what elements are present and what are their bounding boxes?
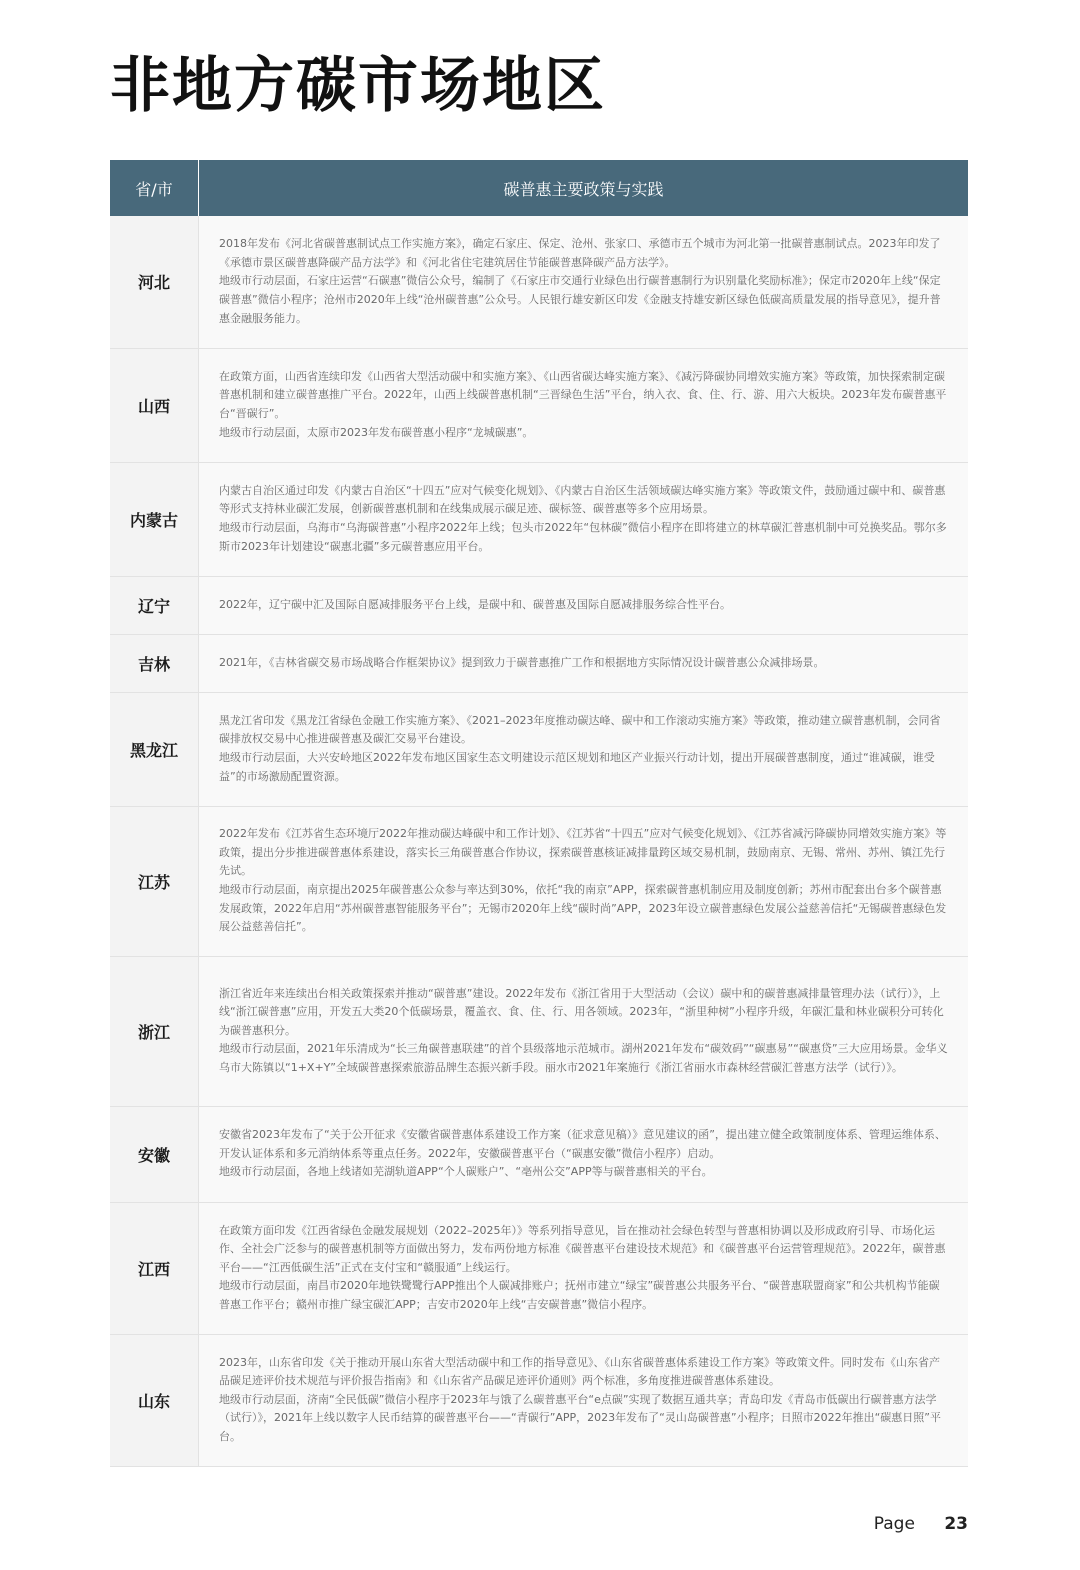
province-cell: 安徽 — [110, 1106, 199, 1202]
policy-cell — [199, 692, 969, 806]
policy-paragraph: 地级市行动层面，石家庄运营“石碳惠”微信公众号，编制了《石家庄市交通行业绿色出行碳普惠制行为识别量化奖励标准》；保定市2020年上线“保定碳普惠”微信小程序；沧州市2020年上线“沧州碳普惠”公众号。人民银行雄安新区印发《金融支持雄安新区绿色低碳高质量发展的指导意见》，提升普惠金融服务能力。 — [219, 274, 941, 325]
table-row — [110, 956, 968, 1106]
page-number: 23 — [944, 1514, 968, 1534]
policy-paragraph: 地级市行动层面，南昌市2020年地铁鹭鹭行APP推出个人碳减排账户；抚州市建立“绿宝”碳普惠公共服务平台、“碳普惠联盟商家”和公共机构节能碳普惠工作平台；赣州市推广绿宝碳汇APP；吉安市2020年上线“吉安碳普惠”微信小程序。 — [219, 1279, 940, 1311]
province-cell: 江苏 — [110, 806, 199, 956]
policy-paragraph: 地级市行动层面，济南“全民低碳”微信小程序于2023年与饿了么碳普惠平台“e点碳”实现了数据互通共享；青岛印发《青岛市低碳出行碳普惠方法学（试行）》，2021年上线以数字人民币结算的碳普惠平台——“青碳行”APP，2023年发布了“灵山岛碳普惠”小程序；日照市2022年推出“碳惠日照”平台。 — [219, 1392, 941, 1443]
table-row — [110, 462, 968, 576]
page-footer — [874, 1514, 968, 1534]
page-label: Page — [873, 1514, 915, 1534]
page-title: 非地方碳市场地区 — [110, 51, 606, 121]
policy-paragraph: 浙江省近年来连续出台相关政策探索并推动“碳普惠”建设。2022年发布《浙江省用于大型活动（会议）碳中和的碳普惠减排量管理办法（试行）》，上线“浙江碳普惠”应用，开发五大类20个低碳场景，覆盖衣、食、住、行、用各领域。2023年，“浙里种树”小程序升级，年碳汇量和林业碳积分可转化为碳普惠积分。 — [219, 986, 944, 1037]
policy-table — [110, 160, 968, 1467]
policy-cell — [199, 576, 969, 634]
province-cell: 浙江 — [110, 956, 199, 1106]
policy-cell — [199, 1106, 969, 1202]
policy-paragraph: 2022年发布《江苏省生态环境厅2022年推动碳达峰碳中和工作计划》、《江苏省“十四五”应对气候变化规划》、《江苏省减污降碳协同增效实施方案》等政策，提出分步推进碳普惠体系建设，落实长三角碳普惠合作协议，探索碳普惠核证减排量跨区域交易机制，鼓励南京、无锡、常州、苏州、镇江先行先试。 — [219, 827, 947, 878]
policy-cell — [199, 1202, 969, 1334]
policy-paragraph: 2022年，辽宁碳中汇及国际自愿减排服务平台上线，是碳中和、碳普惠及国际自愿减排服务综合性平台。 — [219, 597, 731, 611]
table-row — [110, 216, 968, 348]
policy-paragraph: 黑龙江省印发《黑龙江省绿色金融工作实施方案》、《2021–2023年度推动碳达峰、碳中和工作滚动实施方案》等政策，推动建立碳普惠机制，会同省碳排放权交易中心推进碳普惠及碳汇交易平台建设。 — [219, 713, 941, 746]
province-cell: 辽宁 — [110, 576, 199, 634]
policy-cell — [199, 956, 969, 1106]
policy-cell — [199, 806, 969, 956]
policy-paragraph: 地级市行动层面，各地上线诸如芜湖轨道APP“个人碳账户”、“亳州公交”APP等与碳普惠相关的平台。 — [219, 1165, 713, 1179]
policy-cell — [199, 348, 969, 462]
policy-cell — [199, 1334, 969, 1466]
table-row — [110, 576, 968, 634]
policy-paragraph: 2021年，《吉林省碳交易市场战略合作框架协议》提到致力于碳普惠推广工作和根据地方实际情况设计碳普惠公众减排场景。 — [219, 655, 825, 669]
header-row — [110, 160, 968, 216]
policy-paragraph: 2023年，山东省印发《关于推动开展山东省大型活动碳中和工作的指导意见》、《山东省碳普惠体系建设工作方案》等政策文件。同时发布《山东省产品碳足迹评价技术规范与评价报告指南》和《山东省产品碳足迹评价通则》两个标准，多角度推进碳普惠体系建设。 — [219, 1355, 940, 1388]
province-cell: 吉林 — [110, 634, 199, 692]
policy-paragraph: 2018年发布《河北省碳普惠制试点工作实施方案》，确定石家庄、保定、沧州、张家口、承德市五个城市为河北第一批碳普惠制试点。2023年印发了《承德市景区碳普惠降碳产品方法学》和《河北省住宅建筑居住节能碳普惠降碳产品方法学》。 — [219, 237, 941, 269]
policy-cell — [199, 216, 969, 348]
policy-paragraph: 安徽省2023年发布了“关于公开征求《安徽省碳普惠体系建设工作方案（征求意见稿）》意见建议的函”，提出建立健全政策制度体系、管理运维体系、开发认证体系和多元消纳体系等重点任务。2022年，安徽碳普惠平台（“碳惠安徽”微信小程序）启动。 — [219, 1128, 946, 1160]
province-cell: 内蒙古 — [110, 462, 199, 576]
policy-paragraph: 地级市行动层面，太原市2023年发布碳普惠小程序“龙城碳惠”。 — [219, 425, 534, 439]
policy-paragraph: 地级市行动层面，南京提出2025年碳普惠公众参与率达到30%，依托“我的南京”APP，探索碳普惠机制应用及制度创新；苏州市配套出台多个碳普惠发展政策，2022年启用“苏州碳普惠智能服务平台”；无锡市2020年上线“碳时尚”APP，2023年设立碳普惠绿色发展公益慈善信托“无锡碳普惠绿色发展公益慈善信托”。 — [219, 883, 947, 934]
table-row — [110, 806, 968, 956]
table-row — [110, 348, 968, 462]
table-row — [110, 1202, 968, 1334]
policy-paragraph: 地级市行动层面，2021年乐清成为“长三角碳普惠联建”的首个县级落地示范城市。湖州2021年发布“碳效码”“碳惠易”“碳惠贷”三大应用场景。金华义乌市大陈镇以“1+X+Y”全域碳普惠探索旅游品牌生态振兴新手段。丽水市2021年案施行《浙江省丽水市森林经营碳汇普惠方法学（试行）》。 — [219, 1042, 948, 1074]
policy-paragraph: 地级市行动层面，乌海市“乌海碳普惠”小程序2022年上线；包头市2022年“包林碳”微信小程序在即将建立的林草碳汇普惠机制中可兑换奖品。鄂尔多斯市2023年计划建设“碳惠北疆”多元碳普惠应用平台。 — [219, 521, 947, 553]
table-row — [110, 1334, 968, 1466]
province-cell: 河北 — [110, 216, 199, 348]
table-row — [110, 1106, 968, 1202]
table-body — [110, 216, 968, 1466]
policy-paragraph: 地级市行动层面，大兴安岭地区2022年发布地区国家生态文明建设示范区规划和地区产业振兴行动计划，提出开展碳普惠制度，通过“谁减碳，谁受益”的市场激励配置资源。 — [219, 751, 935, 783]
policy-paragraph: 在政策方面印发《江西省绿色金融发展规划（2022–2025年）》等系列指导意见，旨在推动社会绿色转型与普惠相协调以及形成政府引导、市场化运作、全社会广泛参与的碳普惠机制等方面做出努力，发布两份地方标准《碳普惠平台建设技术规范》和《碳普惠平台运营管理规范》。2022年，碳普惠平台——“江西低碳生活”正式在支付宝和“赣服通”上线运行。 — [219, 1223, 946, 1274]
policy-cell — [199, 634, 969, 692]
header-province: 省/市 — [110, 160, 199, 216]
policy-table-container — [110, 160, 968, 1467]
policy-paragraph: 内蒙古自治区通过印发《内蒙古自治区“十四五”应对气候变化规划》、《内蒙古自治区生活领域碳达峰实施方案》等政策文件，鼓励通过碳中和、碳普惠等形式支持林业碳汇发展，创新碳普惠机制和在线集成展示碳足迹、碳标签、碳普惠等多个应用场景。 — [219, 483, 946, 516]
policy-paragraph: 在政策方面，山西省连续印发《山西省大型活动碳中和实施方案》、《山西省碳达峰实施方案》、《减污降碳协同增效实施方案》等政策，加快探索制定碳普惠机制和建立碳普惠推广平台。2022年，山西上线碳普惠机制“三晋绿色生活”平台，纳入衣、食、住、行、游、用六大板块。2023年发布碳普惠平台“晋碳行”。 — [219, 369, 947, 420]
province-cell: 江西 — [110, 1202, 199, 1334]
province-cell: 山西 — [110, 348, 199, 462]
table-header — [110, 160, 968, 216]
province-cell: 山东 — [110, 1334, 199, 1466]
header-policy: 碳普惠主要政策与实践 — [199, 160, 969, 216]
province-cell: 黑龙江 — [110, 692, 199, 806]
policy-cell — [199, 462, 969, 576]
table-row — [110, 692, 968, 806]
table-row — [110, 634, 968, 692]
